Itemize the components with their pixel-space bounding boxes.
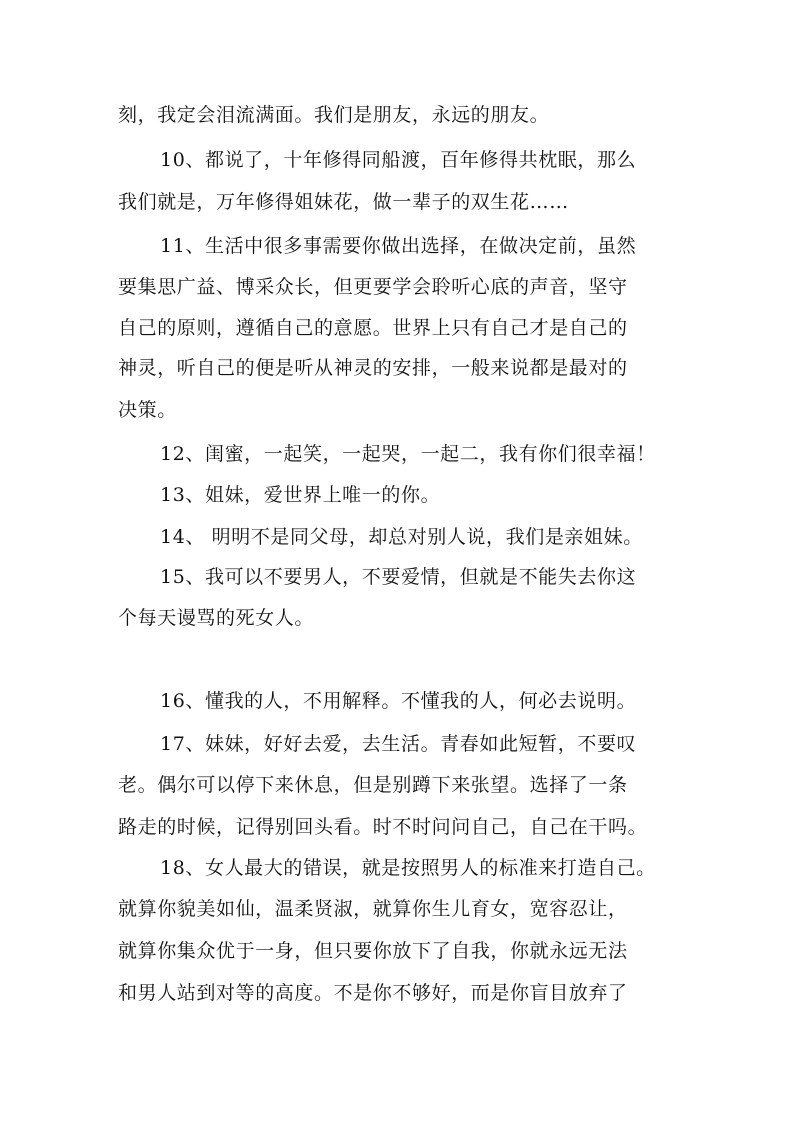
text-line: 我们就是，万年修得姐妹花，做一辈子的双生花…… [118, 191, 569, 213]
text-line: 和男人站到对等的高度。不是你不够好，而是你盲目放弃了 [118, 982, 628, 1004]
text-line: 15、我可以不要男人，不要爱情，但就是不能失去你这 [160, 566, 637, 588]
text-line: 就算你貌美如仙，温柔贤淑，就算你生儿育女，宽容忍让， [118, 898, 628, 920]
text-line: 个每天谩骂的死女人。 [118, 607, 315, 629]
text-line: 16、懂我的人，不用解释。不懂我的人，何必去说明。 [160, 690, 637, 712]
text-line: 14、 明明不是同父母，却总对别人说，我们是亲姐妹。 [160, 526, 643, 548]
text-line: 18、女人最大的错误，就是按照男人的标准来打造自己。 [160, 857, 656, 879]
text-line: 13、姐妹，爱世界上唯一的你。 [160, 484, 441, 506]
text-line: 要集思广益、博采众长，但更要学会聆听心底的声音，坚守 [118, 276, 628, 298]
text-line: 神灵，听自己的便是听从神灵的安排，一般来说都是最对的 [118, 357, 628, 379]
text-line: 刻，我定会泪流满面。我们是朋友，永远的朋友。 [118, 104, 550, 126]
text-line: 自己的原则，遵循自己的意愿。世界上只有自己才是自己的 [118, 317, 628, 339]
text-line: 12、闺蜜，一起笑，一起哭，一起二，我有你们很幸福！ [160, 443, 656, 465]
text-line: 17、妹妹，好好去爱，去生活。青春如此短暂，不要叹 [160, 733, 637, 755]
text-line: 就算你集众优于一身，但只要你放下了自我，你就永远无法 [118, 940, 628, 962]
text-line: 决策。 [118, 399, 177, 421]
text-line: 路走的时候，记得别回头看。时不时问问自己，自己在干吗。 [118, 816, 648, 838]
text-line: 10、都说了，十年修得同船渡，百年修得共枕眠，那么 [160, 149, 637, 171]
text-line: 11、生活中很多事需要你做出选择，在做决定前，虽然 [160, 235, 637, 257]
text-line: 老。偶尔可以停下来休息，但是别蹲下来张望。选择了一条 [118, 774, 628, 796]
